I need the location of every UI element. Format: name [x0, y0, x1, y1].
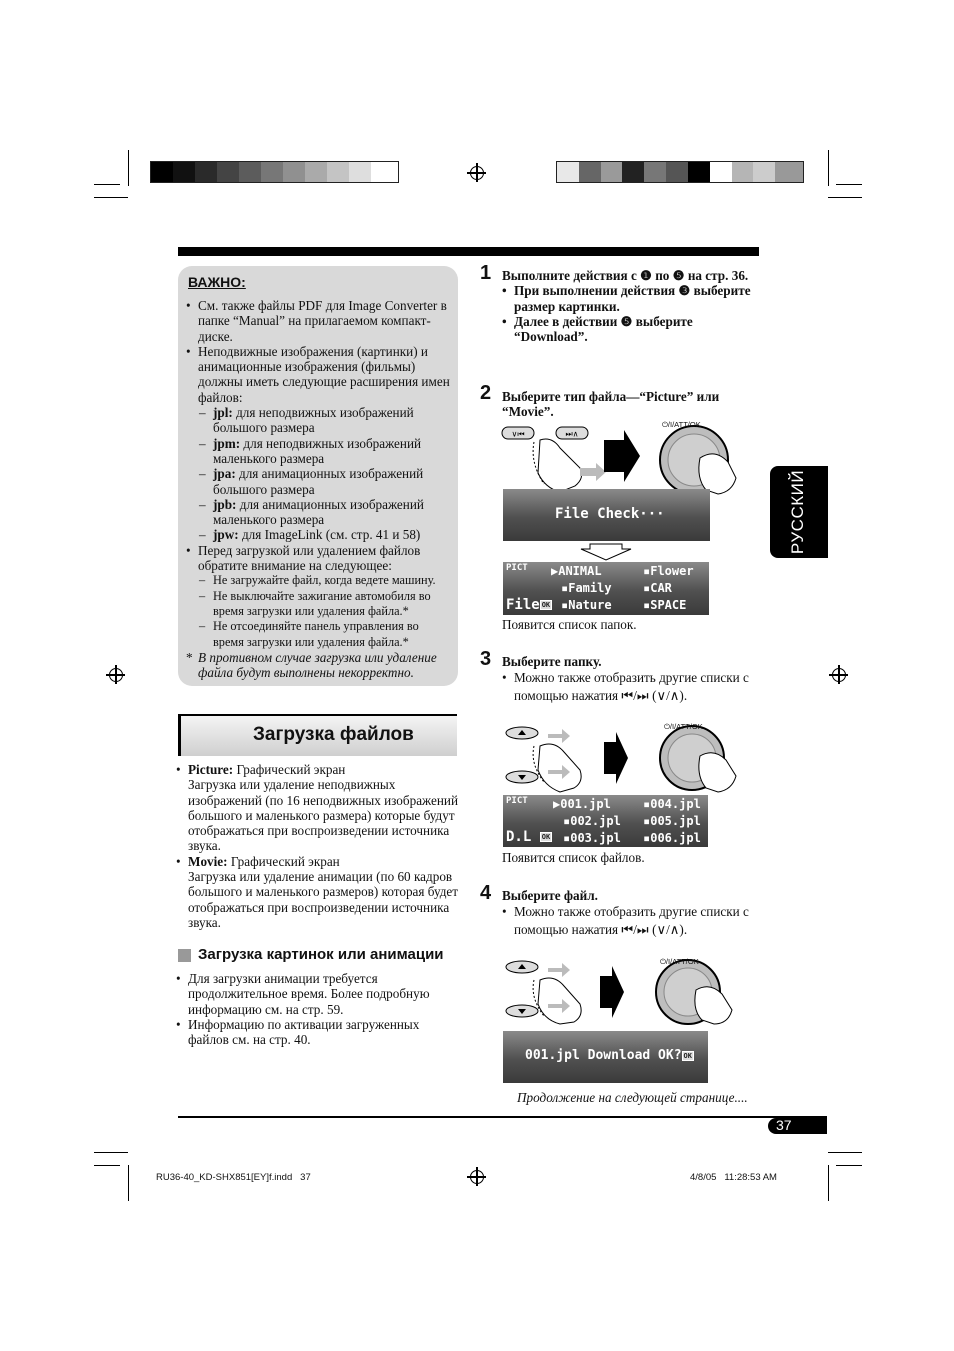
- step-number: 3: [480, 648, 492, 670]
- crop-mark: [828, 1165, 829, 1201]
- crop-mark: [94, 1152, 128, 1153]
- color-bar-left: [150, 161, 399, 183]
- step-number: 4: [480, 882, 492, 904]
- lcd-download-confirm: [503, 1031, 708, 1083]
- lcd-item: ▪Family: [561, 581, 612, 595]
- big-arrow-icon: [600, 966, 624, 1018]
- step-1: [502, 268, 758, 344]
- list-item: – Не отсоединяйте панель управления во время загрузки или удаления файла.*: [186, 619, 452, 650]
- footnote: * В противном случае загрузка или удаление файла будут выполнены некорректно.: [186, 650, 452, 681]
- device-illustration: [504, 958, 744, 1026]
- list-item: – jpa: для анимационных изображений большого размера: [186, 466, 452, 497]
- step-number: 1: [480, 262, 492, 284]
- caption: Появится список папок.: [502, 617, 637, 632]
- caption: Появится список файлов.: [502, 850, 645, 865]
- device-illustration: [504, 724, 744, 794]
- color-bar-right: [556, 161, 804, 183]
- crop-mark: [828, 1152, 862, 1153]
- arrow-icon: [580, 463, 606, 481]
- crop-mark: [94, 197, 128, 198]
- list-item: – Не выключайте зажигание автомобиля во время загрузки или удаления файла.*: [186, 589, 452, 620]
- list-item: – jpm: для неподвижных изображений маленького размера: [186, 436, 452, 467]
- crop-mark: [836, 184, 862, 185]
- section-list: [176, 762, 460, 930]
- footer-date: 4/8/05 11:28:53 AM: [690, 1172, 777, 1183]
- knob-label: ⏻/I/ATT/OK: [664, 722, 703, 731]
- step-sub: • Можно также отобразить другие списки с помощью нажатия ⏮/⏭ (∨/∧).: [502, 669, 750, 705]
- arrow-icon: [548, 729, 570, 743]
- step-2: [502, 389, 760, 420]
- registration-mark-icon: [832, 668, 846, 682]
- crop-mark: [128, 1165, 129, 1201]
- lcd-folder-list: [503, 562, 709, 615]
- subsection-marker-icon: [178, 949, 191, 962]
- important-title: ВАЖНО:: [188, 274, 246, 290]
- subsection-list: [176, 971, 460, 1047]
- step-sub: • Можно также отобразить другие списки с помощью нажатия ⏮/⏭ (∨/∧).: [502, 903, 750, 939]
- subsection-title: Загрузка картинок или анимации: [198, 946, 444, 963]
- footer-file: RU36-40_KD-SHX851[EY]f.indd 37: [156, 1172, 311, 1183]
- down-arrow-icon: [580, 543, 632, 561]
- lcd-text: File Check···: [555, 506, 665, 522]
- step-sub: • Далее в действии ❺ выберите “Download”.: [502, 314, 758, 345]
- list-item: • Информацию по активации загруженных файлов см. на стр. 40.: [176, 1017, 460, 1048]
- finger-icon: [699, 454, 736, 494]
- lcd-item: ▶001.jpl: [553, 797, 611, 811]
- list-item: • Неподвижные изображения (картинки) и анимационные изображения (фильмы) должны иметь следующие расширения имен файлов:: [186, 344, 452, 405]
- step-4: [502, 888, 750, 939]
- step-text: Выполните действия с ❶ по ❺ на стр. 36.: [502, 268, 749, 283]
- list-item: • Для загрузки анимации требуется продолжительное время. Более подробную информацию см. на стр. 59.: [176, 971, 460, 1017]
- list-item: • Перед загрузкой или удалением файлов обратите внимание на следующее:: [186, 543, 452, 574]
- finger-icon: [695, 987, 732, 1024]
- lcd-item: ▪Flower: [643, 564, 694, 578]
- step-text: Выберите папку.: [502, 654, 602, 669]
- lcd-file-check: [503, 489, 710, 541]
- list-item: – jpl: для неподвижных изображений большого размера: [186, 405, 452, 436]
- step-sub: • При выполнении действия ❸ выберите размер картинки.: [502, 283, 758, 314]
- big-arrow-icon: [604, 430, 640, 482]
- lcd-pict-label: PICT: [506, 563, 528, 573]
- lcd-mode: D.L OK: [506, 829, 551, 845]
- svg-text:∨⏮: ∨⏮: [511, 429, 525, 439]
- lcd-item: ▪SPACE: [643, 598, 687, 612]
- crop-mark: [836, 1165, 862, 1166]
- lcd-item: ▪005.jpl: [643, 814, 701, 828]
- list-item: – jpb: для анимационных изображений маленького размера: [186, 497, 452, 528]
- knob-label: ⏻/I/ATT/OK: [660, 957, 699, 966]
- lcd-item: ▶ANIMAL: [551, 564, 602, 578]
- lcd-text: 001.jpl Download OK? OK: [525, 1048, 692, 1063]
- knob-label: ⏻/I/ATT/OK: [662, 420, 701, 429]
- continued-note: Продолжение на следующей странице....: [517, 1090, 748, 1105]
- lcd-item: ▪002.jpl: [563, 814, 621, 828]
- lcd-item: ▪004.jpl: [643, 797, 701, 811]
- lcd-item: ▪006.jpl: [643, 831, 701, 845]
- finger-icon: [538, 439, 582, 492]
- registration-mark-icon: [470, 1170, 484, 1184]
- section-heading: [178, 714, 457, 756]
- list-item: • См. также файлы PDF для Image Converter в папке “Manual” на прилагаемом компакт-диске.: [186, 298, 452, 344]
- arrow-icon: [548, 963, 570, 977]
- lcd-pict-label: PICT: [506, 796, 528, 806]
- lcd-item: ▪CAR: [643, 581, 672, 595]
- list-item: – Не загружайте файл, когда ведете машину.: [186, 573, 452, 588]
- step-text: Выберите файл.: [502, 888, 598, 903]
- step-text: Выберите тип файла—“Picture” или “Movie”.: [502, 389, 720, 420]
- lcd-mode: File OK: [506, 597, 551, 613]
- crop-mark: [828, 150, 829, 186]
- svg-text:⏭∧: ⏭∧: [565, 429, 579, 439]
- list-item: – jpw: для ImageLink (см. стр. 41 и 58): [186, 527, 452, 542]
- device-illustration: [500, 418, 740, 496]
- lcd-file-list: [503, 795, 708, 847]
- finger-icon: [699, 753, 736, 792]
- crop-mark: [94, 184, 120, 185]
- section-title: Загрузка файлов: [253, 724, 414, 745]
- crop-mark: [94, 1165, 120, 1166]
- list-item: • Movie: Графический экран Загрузка или удаление анимации (по 60 кадров большого и маленького размеров) которая будет отображаться при воспроизведении источника звука.: [176, 854, 460, 930]
- footer-rule: [178, 1116, 827, 1118]
- registration-mark-icon: [109, 668, 123, 682]
- big-arrow-icon: [604, 732, 628, 784]
- important-list: [186, 298, 452, 680]
- header-rule: [178, 247, 759, 256]
- registration-mark-icon: [470, 166, 484, 180]
- list-item: • Picture: Графический экран Загрузка или удаление неподвижных изображений (по 16 неподвижных изображений большого и маленького размера) которые будут отображаться при воспроизведении источника звука.: [176, 762, 460, 854]
- step-number: 2: [480, 382, 492, 404]
- finger-icon: [538, 744, 581, 792]
- finger-icon: [538, 978, 581, 1024]
- language-tab-label: РУССКИЙ: [788, 469, 807, 555]
- crop-mark: [828, 197, 862, 198]
- lcd-item: ▪Nature: [561, 598, 612, 612]
- lcd-item: ▪003.jpl: [563, 831, 621, 845]
- step-3: [502, 654, 750, 705]
- page-number: 37: [776, 1117, 792, 1133]
- crop-mark: [128, 150, 129, 186]
